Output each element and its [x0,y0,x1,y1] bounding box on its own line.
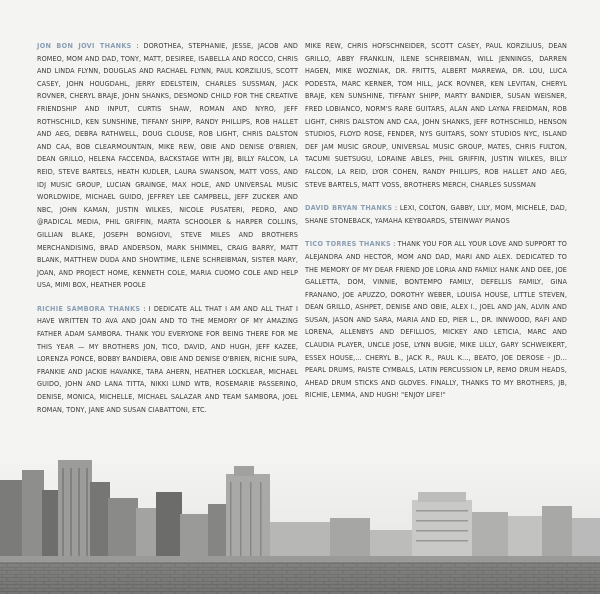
section-heading: TICO TORRES THANKS [305,239,391,249]
left-column [37,40,298,427]
richie-sambora-thanks [37,303,298,416]
city-skyline-photo [0,452,600,594]
continued-thanks [305,40,567,191]
jon-bon-jovi-thanks [37,40,298,292]
section-heading: JON BON JOVI THANKS [37,41,132,50]
tico-torres-thanks [305,238,567,402]
section-text: : DOROTHEA, STEPHANIE, JESSE, JACOB AND ROMEO, MOM AND DAD, TONY, MATT, DESIREE, ISABELLA AND ROCCO, CHRIS AND LINDA FLYNN, DOUGLAS AND RACHAEL FLYNN, PAUL KORZILIUS, SCOTT CASEY, JOHN HOUGDAHL, JERRY EDELSTEIN, CHARLES SUSSMAN, JACK ROVNER, CHERYL BRAJE, JOHN SHANKS, DESMOND CHILD FOR THE CREATIVE FRIENDSHIP AND INPUT, CURTIS SHAW, ROMAN AND NYRO, JEFF ROTHSCHILD, KEN SUNSHINE, TIFFANY SHIPP, RANDY PHILLIPS, ROB HALLET AND AEG, DEBRA RATHWELL, DOUG CLOUSE, ROB LIGHT, CHRIS DALSTON AND CAA, BOB CLEARMOUNTAIN, MIKE REW, OBIE AND DENISE O'BRIEN, DEAN GRILLO, HELENA FACCENDA, BACKSTAGE WITH JBJ, BILLY FALCON, LA REID, STEVE BARTELS, HEATH KUDLER, LAURA SWANSON, MATT VOSS, AND IDJ MUSIC GROUP, LUCIAN GRAINGE, MAX HOLE, AND UNIVERSAL MUSIC WORLDWIDE, MICHAEL GUIDO, JEFFREY LEE CAMPBELL, JEFF ZUCKER AND NBC, JOHN KAMAN, JUSTIN WILKES, NICOLE PUSATERI, PEDRO, AND @RADICAL MEDIA, PHIL GRIFFIN, MARTA SCHOOLER & HARPER COLLINS, GILLIAN BLAKE, JOSEPH BONGIOVI, STEVE MILES AND BROTHERS MERCHANDISING, BRAD ANDERSON, MARK SHIMMEL, CRAIG BARRY, MATT BLANK, MATTHEW DUDA AND SHOWTIME, ILENE SCHREIBMAN, SISTER MARY, JOAN, AND PROJECT HOME, KENNETH COLE, MARIA CUOMO COLE AND HELP USA, MIMI BOX, HEATHER POOLE [37,41,299,290]
section-text: : LEXI, COLTON, GABBY, LILY, MOM, MICHELE, DAD, SHANE STONEBACK, YAMAHA KEYBOARDS, STEINWAY PIANOS [305,203,567,225]
right-column [305,40,567,413]
david-bryan-thanks [305,202,567,227]
section-text: MIKE REW, CHRIS HOFSCHNEIDER, SCOTT CASEY, PAUL KORZILIUS, DEAN GRILLO, ABBY FRANKLIN, ILENE SCHREIBMAN, WILL JENNINGS, DARREN HAGEN, MIKE WOZNIAK, DR. FRITTS, ALBERT MARREWA, DR. LOU, LUCA PODESTA, MARC KERNER, TOM HILL, JACK ROVNER, KEN LEVITAN, CHERYL BRAJE, KEN SUNSHINE, TIFFANY SHIPP, MARTY BANDIER, SUSAN WEISNER, FRED LOBIANCO, NORM'S RARE GUITARS, ALAN AND LAYNA FREIDMAN, ROB LIGHT, CHRIS DALSTON AND CAA, JOHN SHANKS, JEFF ROTHSCHILD, HENSON STUDIOS, FLOYD ROSE, FENDER, NYS GUITARS, SONY STUDIOS NYC, ISLAND DEF JAM MUSIC GROUP, UNIVERSAL MUSIC GROUP, MATES, CHRIS FULTON, TACUMI SUETSUGU, LORAINE ABLES, PHIL GRIFFIN, JUSTIN WILKES, BILLY FALCON, LA REID, LYOR COHEN, RANDY PHILLIPS, ROB HALLET AND AEG, STEVE BARTELS, MATT VOSS, BROTHERS MERCH, CHARLES SUSSMAN [305,41,567,189]
section-text: : THANK YOU FOR ALL YOUR LOVE AND SUPPORT TO ALEJANDRA AND HECTOR, MOM AND DAD, MARI AND ALEX. DEDICATED TO THE MEMORY OF MY DEAR FRIEND JOE LORIA AND FAMILY. HANK AND DEE, JOE GALLETTA, DOM, VINNIE, BONTEMPO FAMILY, DEFELLIS FAMILY, GINA FRANANO, JOE APUZZO, DOROTHY WEBER, LOUISA HOUSE, LITTLE STEVEN, DEAN GRILLO, ASHPET, DENISE AND OBIE, ALEX I., JOEL AND JAN, ALVIN AND SUSAN, JASON AND SARA, MARIA AND ED, PIER L., DR. INNWOOD, RAFI AND LORENA, ALLENBYS AND DEFILLIOS, MICKEY AND LETICIA, MARC AND CLAUDIA PLAYER, UNCLE JOSE, LYNN BUGIE, MIKE LILLY, GARY SCHWEIKERT, ESSEX HOUSE,... CHERYL B., JACK R., PAUL K..., BEATO, JOE DEROSE - JD... PEARL DRUMS, PAISTE CYMBALS, LATIN PERCUSSION LP, REMO DRUM HEADS, AHEAD DRUM STICKS AND GLOVES. FINALLY, THANKS TO MY BROTHERS, JB, RICHIE, LEMMA, AND HUGH! "ENJOY LIFE!" [305,239,567,400]
section-heading: RICHIE SAMBORA THANKS [37,303,141,313]
section-heading: DAVID BRYAN THANKS [305,203,393,213]
section-text: : I DEDICATE ALL THAT I AM AND ALL THAT I HAVE WRITTEN TO AVA AND JOAN AND TO THE MEMORY OF MY AMAZING FATHER ADAM SAMBORA. THANK YOU EVERYONE FOR BEING THERE FOR ME THIS YEAR — MY BROTHERS JON, TICO, DAVID, AND HUGH, JEFF KAZEE, LORENZA PONCE, BOBBY BANDIERA, OBIE AND DENISE O'BRIEN, RICHIE SUPA, FRANKIE AND JACKIE HAVANKE, TARA AHERN, HEATHER LOCKLEAR, MICHAEL GUIDO, JOHN AND LANA TITTA, NIKKI LUND WTB, ROSEMARIE PASSERINO, DENISE, MONICA, MICHELLE, MICHAEL SALAZAR AND TEAM SAMBORA, JOEL ROMAN, TONY, JANE AND SUSAN CIABATTONI, ETC. [37,303,299,414]
